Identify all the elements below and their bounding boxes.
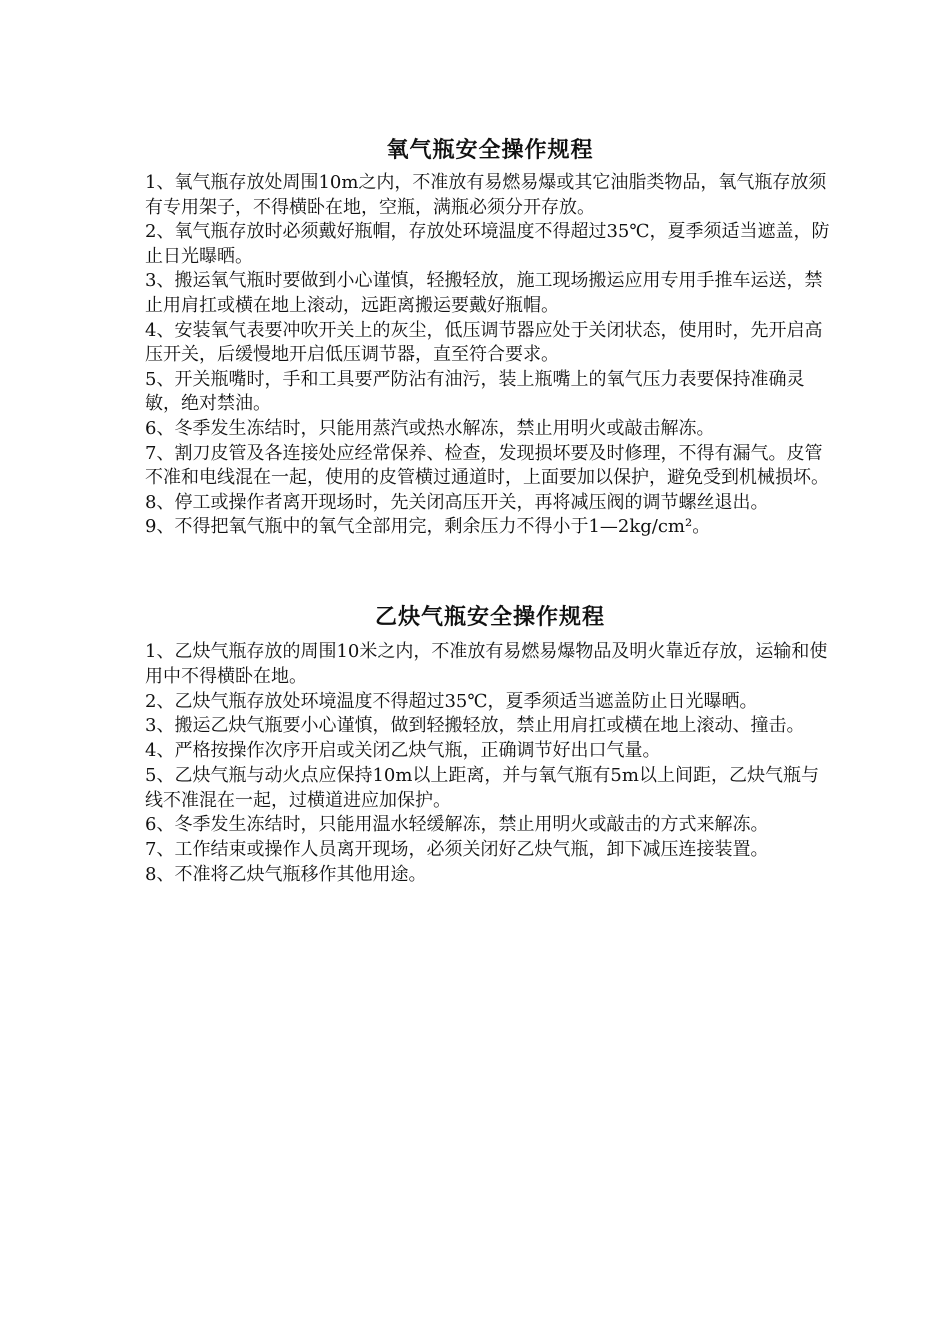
- oxygen-cylinder-section: [145, 135, 835, 540]
- document-page: [145, 0, 835, 888]
- rule-item: 7、工作结束或操作人员离开现场，必须关闭好乙炔气瓶，卸下减压连接装置。: [145, 839, 769, 861]
- rule-item: 8、不准将乙炔气瓶移作其他用途。: [145, 864, 427, 886]
- acetylene-cylinder-section: [145, 602, 835, 888]
- rule-item: 7、割刀皮管及各连接处应经常保养、检查，发现损坏要及时修理，不得有漏气。皮管不准和电线混在一起，使用的皮管横过通道时，上面要加以保护，避免受到机械损坏。: [145, 442, 829, 489]
- rule-list: [145, 640, 835, 888]
- rule-item: 8、停工或操作者离开现场时，先关闭高压开关，再将减压阀的调节螺丝退出。: [145, 491, 769, 513]
- rule-item: 3、搬运氧气瓶时要做到小心谨慎，轻搬轻放，施工现场搬运应用专用手推车运送，禁止用肩扛或横在地上滚动，远距离搬运要戴好瓶帽。: [145, 270, 823, 316]
- rule-item: 5、乙炔气瓶与动火点应保持10m以上距离，并与氧气瓶有5m以上间距，乙炔气瓶与线不准混在一起，过横道进应加保护。: [145, 764, 819, 811]
- rule-item: 4、严格按操作次序开启或关闭乙炔气瓶，正确调节好出口气量。: [145, 740, 661, 762]
- rule-item: 4、安装氧气表要冲吹开关上的灰尘，低压调节器应处于关闭状态，使用时，先开启高压开关，后缓慢地开启低压调节器，直至符合要求。: [145, 319, 823, 366]
- rule-list: [145, 171, 835, 540]
- rule-item: 6、冬季发生冻结时，只能用蒸汽或热水解冻，禁止用明火或敲击解冻。: [145, 417, 715, 439]
- rule-item: 2、乙炔气瓶存放处环境温度不得超过35℃，夏季须适当遮盖防止日光曝晒。: [145, 690, 758, 712]
- rule-item: 5、开关瓶嘴时，手和工具要严防沾有油污，装上瓶嘴上的氧气压力表要保持准确灵敏，绝对禁油。: [145, 368, 805, 415]
- rule-item: 1、乙炔气瓶存放的周围10米之内，不准放有易燃易爆物品及明火靠近存放，运输和使用中不得横卧在地。: [145, 640, 828, 687]
- rule-item: 1、氧气瓶存放处周围10m之内，不准放有易燃易爆或其它油脂类物品，氧气瓶存放须有专用架子，不得横卧在地，空瓶，满瓶必须分开存放。: [145, 172, 827, 218]
- section-title: 乙炔气瓶安全操作规程: [374, 603, 605, 630]
- rule-item: 2、氧气瓶存放时必须戴好瓶帽，存放处环境温度不得超过35℃，夏季须适当遮盖，防止日光曝晒。: [145, 221, 830, 267]
- rule-item: 3、搬运乙炔气瓶要小心谨慎，做到轻搬轻放，禁止用肩扛或横在地上滚动、撞击。: [145, 715, 805, 737]
- rule-item: 6、冬季发生冻结时，只能用温水轻缓解冻，禁止用明火或敲击的方式来解冻。: [145, 814, 769, 836]
- rule-item: 9、不得把氧气瓶中的氧气全部用完，剩余压力不得小于1—2kg/cm²。: [145, 516, 711, 538]
- section-title: 氧气瓶安全操作规程: [386, 137, 594, 163]
